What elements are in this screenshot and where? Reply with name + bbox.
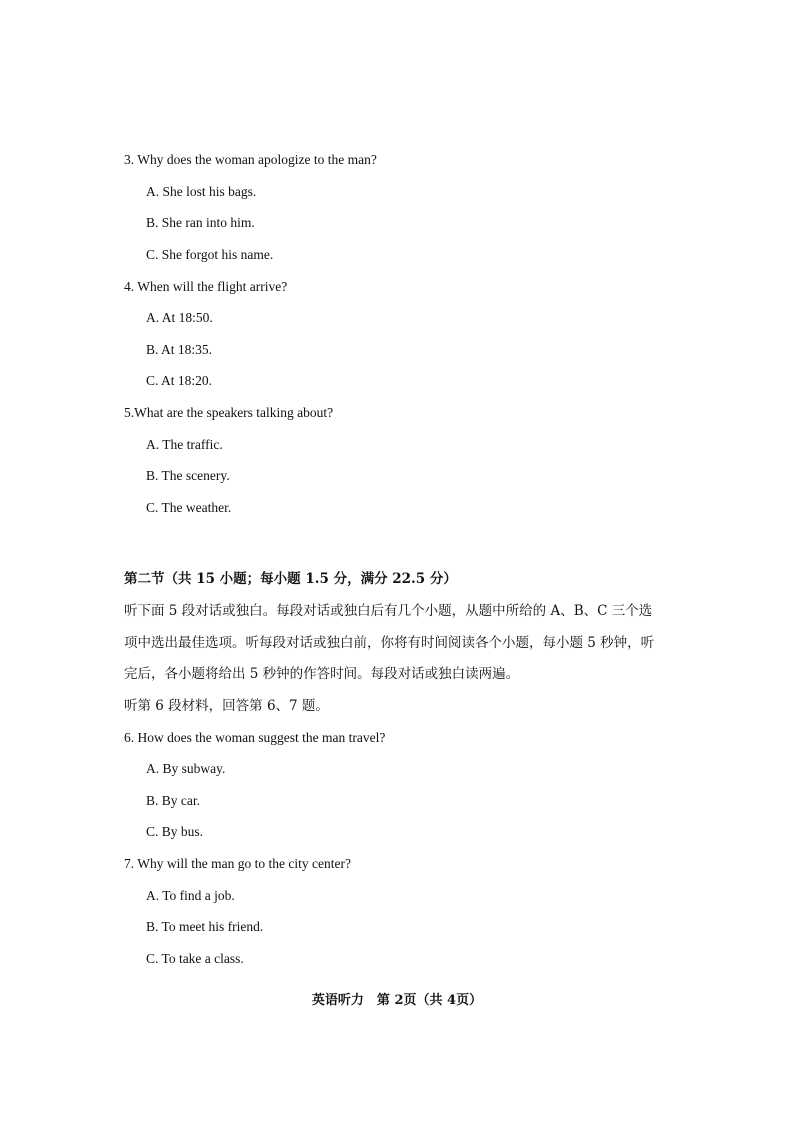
option-4a: A. At 18:50. (146, 310, 213, 325)
question-5: 5.What are the speakers talking about? (124, 405, 334, 420)
question-4: 4. When will the flight arrive? (124, 279, 288, 294)
instructions-line-1: 听下面 5 段对话或独白。每段对话或独白后有几个小题，从题中所给的 A、B、C 三个选 (124, 603, 653, 619)
option-6c: C. By bus. (146, 824, 204, 839)
page-footer: 英语听力 第 2页（共 4页） (311, 993, 483, 1008)
option-7c: C. To take a class. (146, 951, 244, 966)
question-6: 6. How does the woman suggest the man travel? (124, 730, 386, 745)
option-5c: C. The weather. (146, 500, 232, 515)
option-3a: A. She lost his bags. (146, 184, 257, 199)
option-7a: A. To find a job. (146, 888, 235, 903)
section-2-title: 第二节（共 15 小题；每小题 1.5 分，满分 22.5 分） (124, 571, 457, 587)
option-4b: B. At 18:35. (146, 342, 213, 357)
option-3b: B. She ran into him. (146, 215, 255, 230)
instructions-line-2: 项中选出最佳选项。听每段对话或独白前，你将有时间阅读各个小题，每小题 5 秒钟，听 (124, 635, 655, 651)
option-6b: B. By car. (146, 793, 200, 808)
option-6a: A. By subway. (146, 761, 226, 776)
option-5b: B. The scenery. (146, 468, 230, 483)
material-note: 听第 6 段材料，回答第 6、7 题。 (124, 698, 329, 714)
question-3: 3. Why does the woman apologize to the man? (124, 152, 377, 167)
instructions-line-3: 完后，各小题将给出 5 秒钟的作答时间。每段对话或独白读两遍。 (124, 666, 520, 682)
option-5a: A. The traffic. (146, 437, 223, 452)
question-7: 7. Why will the man go to the city center? (124, 856, 351, 871)
option-7b: B. To meet his friend. (146, 919, 264, 934)
option-3c: C. She forgot his name. (146, 247, 274, 262)
option-4c: C. At 18:20. (146, 373, 213, 388)
